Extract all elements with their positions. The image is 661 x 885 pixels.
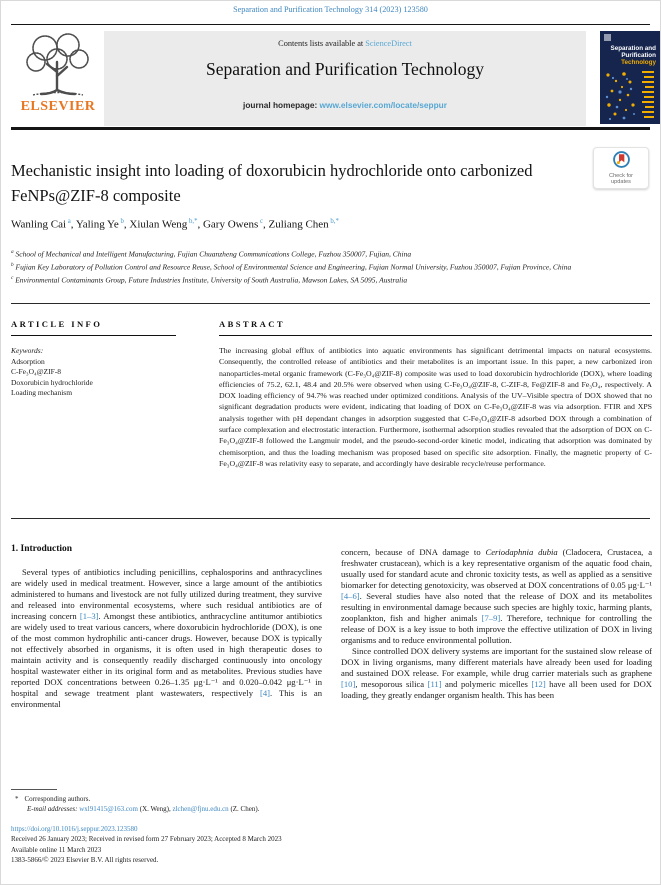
journal-cover-thumbnail[interactable] bbox=[600, 31, 660, 124]
keyword: Doxorubicin hydrochloride bbox=[11, 377, 93, 387]
text-segment: c bbox=[258, 218, 263, 225]
section-heading-introduction: 1. Introduction bbox=[11, 544, 73, 554]
sciencedirect-link[interactable]: ScienceDirect bbox=[365, 39, 412, 48]
affiliation-c bbox=[11, 273, 651, 286]
text-segment: Ceriodaphnia dubia bbox=[485, 547, 558, 557]
text-segment: (Z. Chen). bbox=[228, 805, 260, 814]
text-segment: . Therefore, technique for controlling the release of DOX is a key issue to both improve the effective utilization of DOX in living organisms and to reduce environmental pollution. bbox=[341, 613, 652, 645]
text-segment: Several types of antibiotics including penicillins, cephalosporins and anthracyclines are widely used in medical treatment. However, since a large amount of the antibiotics administered to humans and livestock are not fully utilized during treatment, they survive and released into environmental ecosystems, where such residual antibiotics are of increasing concern bbox=[11, 567, 322, 621]
copyright-line: 1383-5866/© 2023 Elsevier B.V. All rights reserved. bbox=[11, 856, 159, 865]
ref-link[interactable]: [12] bbox=[531, 679, 546, 689]
keyword: C-Fe₃O₄@ZIF-8 bbox=[11, 367, 62, 376]
ref-link[interactable]: [4–6] bbox=[341, 591, 360, 601]
text-segment: (Cladocera, Crustacea, a freshwater crustacean), which is a key representative organism of the aquatic food chain, usually used for standard acute and chronic toxicity tests, as well as applied as a sensitive biomarker for detecting genotoxicity, was observed at DOX concentrations of 0.05 μg·L⁻¹ bbox=[341, 547, 653, 590]
ref-link[interactable]: [4] bbox=[259, 688, 270, 698]
text-segment: E-mail addresses: bbox=[27, 805, 80, 814]
text-segment: (X. Weng), bbox=[137, 805, 173, 814]
check-badge-label: Check for bbox=[609, 173, 633, 179]
article-info-heading-rule bbox=[11, 335, 176, 336]
affiliations bbox=[11, 247, 651, 286]
affiliation-divider-rule bbox=[11, 303, 650, 304]
check-badge-label: updates bbox=[611, 179, 631, 186]
email-addresses-line bbox=[11, 804, 652, 814]
introduction-right-column bbox=[341, 547, 652, 701]
ref-link[interactable]: [7–9] bbox=[481, 613, 501, 623]
footnote-rule bbox=[11, 789, 57, 790]
corresponding-authors-note bbox=[11, 794, 652, 804]
cover-title-line: Purification bbox=[621, 52, 656, 59]
keyword: Loading mechanism bbox=[11, 388, 73, 397]
text-segment: School of Mechanical and Intelligent Manufacturing, Fujian Chuanzheng Communications College, Fuzhou 350007, Fujian, China bbox=[13, 249, 412, 259]
cover-title-line: Separation and bbox=[610, 45, 656, 52]
text-segment: a bbox=[11, 249, 14, 255]
text-segment: b,* bbox=[328, 218, 339, 225]
abstract-bottom-rule bbox=[11, 518, 650, 519]
journal-homepage-line bbox=[104, 100, 586, 110]
affiliation-a bbox=[11, 247, 651, 260]
text-segment: a bbox=[66, 218, 71, 225]
running-head-citation: Separation and Purification Technology 314 (2023) 123580 bbox=[233, 5, 428, 14]
text-segment: b bbox=[11, 262, 14, 269]
text-segment: . This is an environmental bbox=[11, 688, 322, 709]
text-segment: , Zuliang Chen bbox=[263, 218, 329, 231]
elsevier-tree-icon bbox=[21, 32, 95, 98]
affiliation-b bbox=[11, 260, 651, 273]
masthead-panel bbox=[104, 31, 586, 126]
cover-art-dots-icon bbox=[600, 67, 660, 124]
text-segment: , mesoporous silica bbox=[355, 679, 428, 689]
introduction-left-column bbox=[11, 544, 322, 710]
journal-homepage-link[interactable]: www.elsevier.com/locate/seppur bbox=[319, 100, 447, 110]
email-link-chen[interactable]: zlchen@fjnu.edu.cn bbox=[172, 805, 229, 814]
text-segment: Since controlled DOX delivery systems are important for the sustained slow release of DOX in living organisms, many different materials have already been used for loading and sustained DOX release. For example, while drug carrier materials such as graphene bbox=[341, 646, 652, 678]
doi-link[interactable]: https://doi.org/10.1016/j.seppur.2023.123580 bbox=[11, 824, 138, 833]
crossmark-icon bbox=[613, 151, 630, 168]
text-segment: have all been used for DOX loading, they greatly endanger organism health. This has been bbox=[341, 679, 652, 700]
intro-paragraph bbox=[341, 646, 652, 701]
article-info-column bbox=[11, 319, 207, 399]
email-link-weng[interactable]: wxl91415@163.com bbox=[79, 805, 138, 814]
article-info-heading: ARTICLE INFO bbox=[11, 319, 103, 329]
cover-title-line: Technology bbox=[621, 59, 656, 66]
abstract-column bbox=[219, 319, 652, 469]
text-segment: Wanling Cai bbox=[11, 218, 67, 231]
journal-title: Separation and Purification Technology bbox=[206, 59, 484, 79]
text-segment: Environmental Contaminants Group, Future Industries Institute, University of South Australia, Mawson Lakes, SA 5095, Australia bbox=[13, 275, 408, 285]
footnote-block bbox=[11, 789, 652, 865]
contents-list-line bbox=[104, 39, 586, 48]
text-segment: b,* bbox=[187, 218, 198, 225]
text-segment: . Amongst these antibiotics, anthracycline antitumor antibiotics are widely used to treat various cancers, where doxorubicin hydrochloride (DOX), is one of the most common hydrophilic anti-cancer drugs. However, because DOX is typically not effectively absorbed in organisms, it is often used in high therapeutic doses to maintain activity and is consequently readily discharged continuously into oncology hospital wastewater either in its original form and as metabolites. Previous studies have reported DOX concentrations between 0.26–1.35 μg·L⁻¹ and 0.020–0.042 μg·L⁻¹ in hospital and sewage treatment plant wastewaters, respectively bbox=[11, 611, 322, 698]
cover-journal-title bbox=[611, 45, 657, 66]
corresponding-authors-text: Corresponding authors. bbox=[24, 795, 91, 803]
abstract-text: The increasing global efflux of antibiotics into aquatic environments has significant detrimental impacts on natural ecosystems. Consequently, the controlled release of antibiotics and their metabolites is an important issue. In this paper, a new carbonized iron nanoparticles-metal organic framework (C-Fe₃O₄@ZIF-8) composite was used to load doxorubicin hydrochloride (DOX), where loading efficiencies of 75.2, 62.1, 48.4 and 20.5% were observed when using C-Fe₃O₄@ZIF-8, C-ZIF-8, Fe@ZIF-8 and Fe₃O₄, respectively. A DOX loading efficiency of 94.7% was reached under optimized conditions. Analysis of the UV–Visible spectra of DOX showed that no significant degradation products were evident, indicating that loading of DOX on C-Fe₃O₄@ZIF-8 was via adsorption. FTIR and XPS analysis together with pH dependant changes in adsorption suggested that C-Fe₃O₄@ZIF-8 adsorbed DOX through a combination of surface complexation and electrostatic interaction. Furthermore, isothermal adsorption studies revealed that the adsorption of DOX on C-Fe₃O₄@ZIF-8 followed the Langmuir model, and the pseudo-second-order kinetic model, indicating that adsorption was dominated by chemisorption, and thus the loading mechanism was proposed based on specific site adsorption. Finally, the magnetic property of C-Fe₃O₄@ZIF-8 was relativity easy to separate, and accordingly have desirable recycle/reuse performance. bbox=[219, 346, 652, 468]
ref-link[interactable]: [10] bbox=[341, 679, 356, 689]
text-segment: concern, because of DNA damage to bbox=[341, 547, 486, 557]
text-segment: , Xiulan Weng bbox=[123, 218, 188, 231]
text-segment: . Several studies have also noted that the release of DOX and its metabolites resulting in environmental damage because such species are highly toxic, harming plants, zooplankton, fish and higher animals bbox=[341, 591, 652, 623]
text-segment: journal homepage: bbox=[243, 100, 320, 110]
check-for-updates-button[interactable] bbox=[593, 147, 649, 189]
masthead-bottom-rule bbox=[11, 127, 650, 130]
intro-paragraph bbox=[341, 547, 652, 646]
article-title: Mechanistic insight into loading of doxorubicin hydrochloride onto carbonized FeNPs@ZIF-8 composite bbox=[11, 161, 533, 205]
cover-publisher-mark-icon bbox=[604, 34, 611, 41]
top-rule bbox=[11, 24, 650, 25]
text-segment: and polymeric micelles bbox=[441, 679, 532, 689]
text-segment: c bbox=[11, 275, 14, 282]
ref-link[interactable]: [1–3] bbox=[79, 611, 99, 621]
received-dates-line: Received 26 January 2023; Received in revised form 27 February 2023; Accepted 8 March 2023 bbox=[11, 835, 282, 844]
footnote-asterisk: * bbox=[15, 795, 19, 803]
text-segment: , Yaling Ye bbox=[70, 218, 119, 231]
intro-paragraph bbox=[11, 567, 322, 710]
elsevier-logo bbox=[13, 32, 103, 115]
text-segment: , Gary Owens bbox=[197, 218, 259, 231]
keywords-label: Keywords: bbox=[11, 346, 44, 355]
available-online-line: Available online 11 March 2023 bbox=[11, 845, 102, 854]
keyword: Adsorption bbox=[11, 356, 45, 366]
text-segment: Fujian Key Laboratory of Pollution Control and Resource Reuse, School of Environmental Science and Engineering, Fujian Normal University, Fuzhou 350007, Fujian Province, China bbox=[13, 262, 572, 272]
abstract-heading-rule bbox=[219, 335, 652, 336]
text-segment: Contents lists available at bbox=[278, 39, 366, 48]
abstract-heading: ABSTRACT bbox=[219, 319, 285, 329]
text-segment: b bbox=[118, 218, 124, 225]
author-list bbox=[11, 218, 611, 231]
ref-link[interactable]: [11] bbox=[427, 679, 442, 689]
elsevier-wordmark: ELSEVIER bbox=[20, 99, 96, 114]
